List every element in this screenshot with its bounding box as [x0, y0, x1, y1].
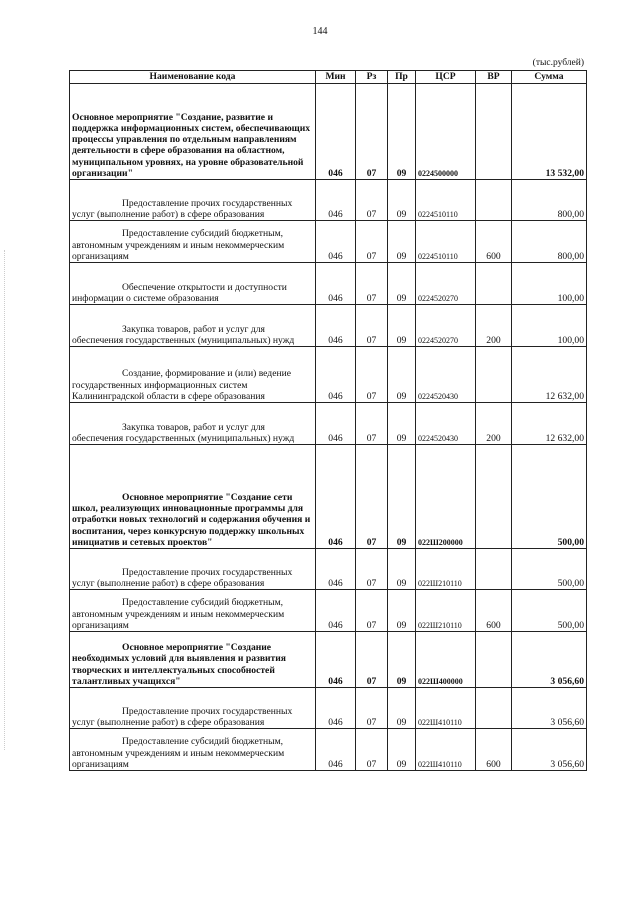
cell-min: 046	[316, 632, 356, 688]
cell-csr: 0224510110	[416, 221, 476, 263]
header-rz: Рз	[356, 71, 388, 84]
cell-pr: 09	[388, 688, 416, 729]
cell-pr: 09	[388, 729, 416, 771]
table-row	[70, 729, 587, 771]
cell-pr: 09	[388, 403, 416, 445]
cell-csr: 0224520270	[416, 305, 476, 347]
cell-pr: 09	[388, 84, 416, 180]
cell-vr: 200	[476, 403, 512, 445]
table-row	[70, 180, 587, 221]
cell-csr: 0224520430	[416, 347, 476, 403]
cell-sum: 12 632,00	[512, 347, 587, 403]
cell-csr: 0224500000	[416, 84, 476, 180]
cell-name: Основное мероприятие "Создание сети школ, реализующих инновационные программы для отработки новых технологий и содержания обучения и воспитания, через конкурсную поддержку школьных инициатив и сетевых проектов"	[70, 445, 316, 549]
cell-min: 046	[316, 221, 356, 263]
cell-min: 046	[316, 180, 356, 221]
cell-pr: 09	[388, 445, 416, 549]
cell-rz: 07	[356, 84, 388, 180]
unit-note: (тыс.рублей)	[532, 58, 584, 68]
cell-pr: 09	[388, 180, 416, 221]
cell-rz: 07	[356, 590, 388, 632]
cell-vr: 600	[476, 221, 512, 263]
cell-pr: 09	[388, 221, 416, 263]
cell-vr	[476, 549, 512, 590]
cell-rz: 07	[356, 180, 388, 221]
cell-name: Предоставление прочих государственных услуг (выполнение работ) в сфере образования	[70, 549, 316, 590]
cell-sum: 500,00	[512, 549, 587, 590]
cell-vr	[476, 688, 512, 729]
cell-sum: 100,00	[512, 305, 587, 347]
cell-min: 046	[316, 688, 356, 729]
budget-table	[69, 70, 587, 771]
cell-min: 046	[316, 347, 356, 403]
cell-name: Предоставление прочих государственных услуг (выполнение работ) в сфере образования	[70, 688, 316, 729]
cell-rz: 07	[356, 403, 388, 445]
cell-name: Закупка товаров, работ и услуг для обеспечения государственных (муниципальных) нужд	[70, 305, 316, 347]
cell-min: 046	[316, 263, 356, 305]
header-vr: ВР	[476, 71, 512, 84]
cell-name: Создание, формирование и (или) ведение государственных информационных систем Калининградской области в сфере образования	[70, 347, 316, 403]
cell-min: 046	[316, 305, 356, 347]
cell-vr: 200	[476, 305, 512, 347]
cell-min: 046	[316, 84, 356, 180]
scan-margin-mark	[4, 250, 5, 750]
table-row	[70, 84, 587, 180]
table-row	[70, 549, 587, 590]
table-header-row	[70, 71, 587, 84]
table-row	[70, 403, 587, 445]
cell-rz: 07	[356, 347, 388, 403]
cell-vr	[476, 445, 512, 549]
cell-vr: 600	[476, 590, 512, 632]
cell-rz: 07	[356, 729, 388, 771]
cell-min: 046	[316, 403, 356, 445]
cell-pr: 09	[388, 549, 416, 590]
cell-pr: 09	[388, 590, 416, 632]
cell-rz: 07	[356, 445, 388, 549]
cell-vr: 600	[476, 729, 512, 771]
cell-sum: 500,00	[512, 445, 587, 549]
cell-name: Предоставление субсидий бюджетным, автономным учреждениям и иным некоммерческим организациям	[70, 221, 316, 263]
cell-min: 046	[316, 445, 356, 549]
cell-sum: 3 056,60	[512, 632, 587, 688]
header-name: Наименование кода	[70, 71, 316, 84]
cell-min: 046	[316, 729, 356, 771]
table-row	[70, 590, 587, 632]
cell-pr: 09	[388, 632, 416, 688]
cell-csr: 022Ш400000	[416, 632, 476, 688]
cell-csr: 022Ш210110	[416, 590, 476, 632]
cell-sum: 3 056,60	[512, 729, 587, 771]
table-row	[70, 347, 587, 403]
cell-vr	[476, 84, 512, 180]
cell-vr	[476, 180, 512, 221]
table-row	[70, 445, 587, 549]
cell-vr	[476, 263, 512, 305]
table-row	[70, 221, 587, 263]
cell-min: 046	[316, 549, 356, 590]
table-row	[70, 632, 587, 688]
cell-csr: 0224520430	[416, 403, 476, 445]
table-row	[70, 305, 587, 347]
header-pr: Пр	[388, 71, 416, 84]
cell-pr: 09	[388, 305, 416, 347]
header-csr: ЦСР	[416, 71, 476, 84]
cell-pr: 09	[388, 347, 416, 403]
cell-name: Основное мероприятие "Создание необходимых условий для выявления и развития творческих и интеллектуальных способностей талантливых учащихся"	[70, 632, 316, 688]
cell-sum: 3 056,60	[512, 688, 587, 729]
cell-name: Предоставление прочих государственных услуг (выполнение работ) в сфере образования	[70, 180, 316, 221]
cell-csr: 0224510110	[416, 180, 476, 221]
cell-sum: 13 532,00	[512, 84, 587, 180]
cell-name: Предоставление субсидий бюджетным, автономным учреждениям и иным некоммерческим организациям	[70, 729, 316, 771]
cell-name: Основное мероприятие "Создание, развитие и поддержка информационных систем, обеспечивающих процессы управления по отдельным направлениям деятельности в сфере образования на областном, муниципальном уровнях, на уровне образовательной организации"	[70, 84, 316, 180]
cell-rz: 07	[356, 263, 388, 305]
cell-rz: 07	[356, 688, 388, 729]
header-min: Мин	[316, 71, 356, 84]
cell-rz: 07	[356, 549, 388, 590]
cell-vr	[476, 347, 512, 403]
cell-name: Предоставление субсидий бюджетным, автономным учреждениям и иным некоммерческим организациям	[70, 590, 316, 632]
cell-csr: 022Ш410110	[416, 729, 476, 771]
cell-rz: 07	[356, 221, 388, 263]
cell-rz: 07	[356, 632, 388, 688]
cell-min: 046	[316, 590, 356, 632]
page-number: 144	[312, 26, 328, 37]
cell-csr: 022Ш210110	[416, 549, 476, 590]
cell-vr	[476, 632, 512, 688]
cell-name: Закупка товаров, работ и услуг для обеспечения государственных (муниципальных) нужд	[70, 403, 316, 445]
cell-sum: 100,00	[512, 263, 587, 305]
cell-rz: 07	[356, 305, 388, 347]
cell-pr: 09	[388, 263, 416, 305]
cell-sum: 12 632,00	[512, 403, 587, 445]
cell-csr: 022Ш410110	[416, 688, 476, 729]
cell-name: Обеспечение открытости и доступности информации о системе образования	[70, 263, 316, 305]
cell-sum: 800,00	[512, 180, 587, 221]
cell-sum: 800,00	[512, 221, 587, 263]
cell-csr: 0224520270	[416, 263, 476, 305]
table-row	[70, 688, 587, 729]
cell-csr: 022Ш200000	[416, 445, 476, 549]
cell-sum: 500,00	[512, 590, 587, 632]
table-row	[70, 263, 587, 305]
header-sum: Сумма	[512, 71, 587, 84]
